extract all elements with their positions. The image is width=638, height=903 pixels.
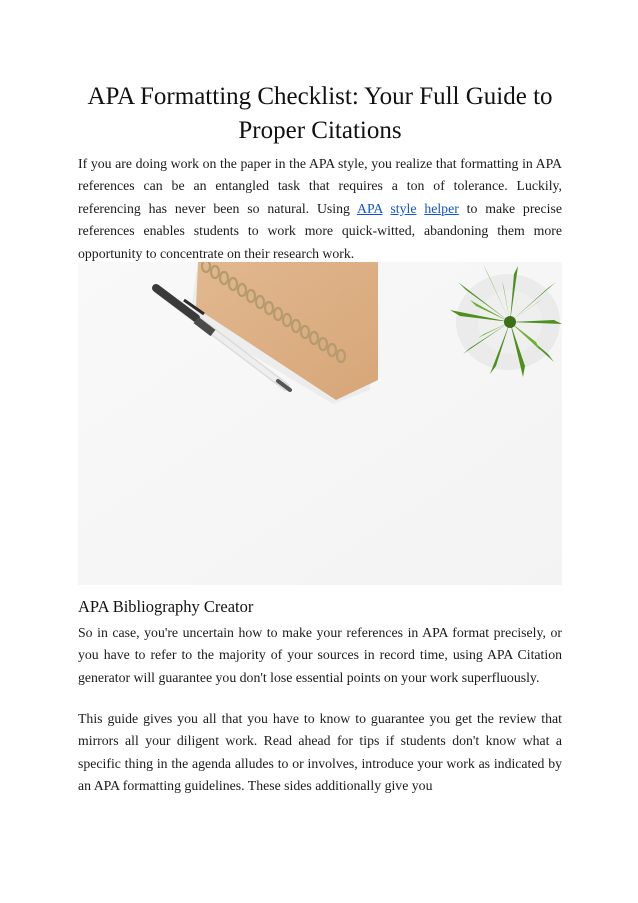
page-title: APA Formatting Checklist: Your Full Guide to Proper Citations [87, 83, 553, 144]
intro-paragraph [78, 153, 562, 265]
link-helper[interactable]: helper [424, 200, 459, 216]
intro-text-before: If you are doing work on the paper in the APA style, you realize that formatting in APA references can be an entangled task that requires a ton of tolerance. Luckily, referencing has never been so natural. Using [78, 156, 562, 216]
body-paragraph-2: This guide gives you all that you have to know to guarantee you get the review that mirrors all your diligent work. Read ahead for tips if students don't know what a specific thing in the agenda alludes to or involves, introduce your work as indicated by an APA formatting guidelines. These sides additionally give you [78, 711, 562, 794]
intro-text-after: to make precise references enables students to work more quick-witted, abandoning them more opportunity to concentrate on their research work. [78, 200, 562, 261]
link-apa[interactable]: APA [356, 200, 383, 216]
desk-photo [78, 262, 562, 585]
link-style[interactable]: style [390, 200, 417, 216]
section-heading: APA Bibliography Creator [78, 597, 254, 616]
body-paragraph-1: So in case, you're uncertain how to make your references in APA format precisely, or you have to refer to the majority of your sources in record time, using APA Citation generator will guarantee you don't lose essential points on your work superfluously. [78, 625, 562, 685]
notebook-pen-plant-image [78, 262, 562, 585]
